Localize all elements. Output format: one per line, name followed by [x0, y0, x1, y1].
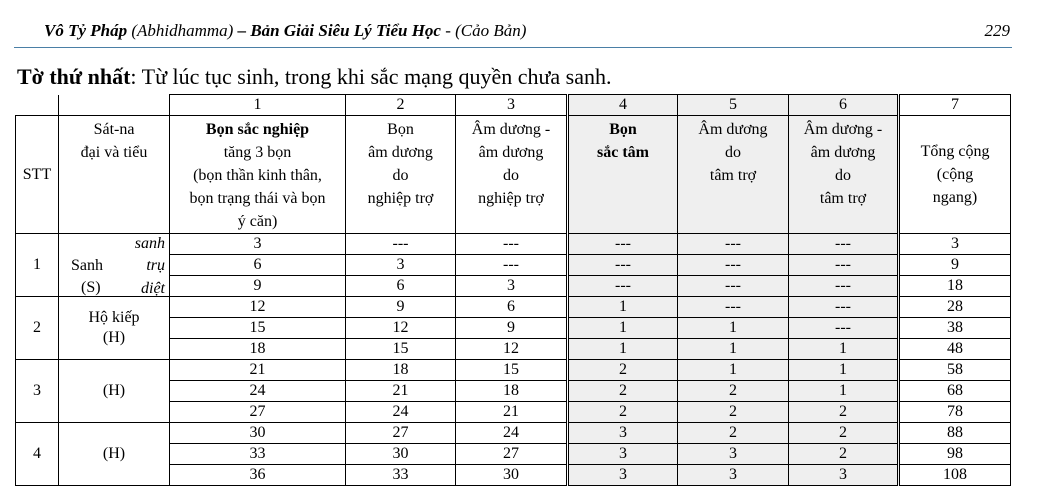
value-cell-col3: 24	[456, 423, 568, 444]
value-cell-col6: 2	[789, 444, 899, 465]
stt-cell: 4	[16, 423, 59, 486]
moment-abbr: (H)	[102, 382, 126, 399]
value-cell-col2: ---	[346, 234, 456, 255]
col-number: 7	[899, 95, 1011, 116]
col-number: 6	[789, 95, 899, 116]
value-cell-col1: 24	[170, 381, 346, 402]
moment-abbr: (S)	[81, 279, 101, 296]
value-cell-col7: 98	[899, 444, 1011, 465]
calculation-table	[15, 94, 1011, 486]
value-cell-col3: ---	[456, 255, 568, 276]
value-cell-col2: 9	[346, 297, 456, 318]
col1-header: Bọn sắc nghiệp tăng 3 bọn (bọn thần kinh thân, bọn trạng thái và bọn ý căn)	[170, 116, 346, 234]
value-cell-col6: ---	[789, 276, 899, 297]
value-cell-col6: 1	[789, 381, 899, 402]
value-cell-col6: 1	[789, 360, 899, 381]
value-cell-col2: 12	[346, 318, 456, 339]
table-row	[16, 360, 1011, 381]
moment-cell	[59, 297, 170, 360]
value-cell-col3: 15	[456, 360, 568, 381]
value-cell-col7: 68	[899, 381, 1011, 402]
value-cell-col2: 18	[346, 360, 456, 381]
table-row	[16, 234, 1011, 255]
value-cell-col5: 3	[678, 465, 789, 486]
value-cell-col7: 78	[899, 402, 1011, 423]
value-cell-col4: 1	[568, 339, 678, 360]
value-cell-col7: 9	[899, 255, 1011, 276]
moment-header: Sát-na đại và tiểu	[59, 116, 170, 234]
moment-abbr: (H)	[102, 329, 126, 346]
running-header	[44, 17, 1010, 47]
value-cell-col1: 33	[170, 444, 346, 465]
value-cell-col6: ---	[789, 318, 899, 339]
value-cell-col5: 2	[678, 423, 789, 444]
column-number-row	[16, 95, 1011, 116]
value-cell-col7: 28	[899, 297, 1011, 318]
value-cell-col7: 18	[899, 276, 1011, 297]
value-cell-col5: ---	[678, 276, 789, 297]
sub-moment-label: diệt	[141, 280, 165, 297]
stt-cell: 1	[16, 234, 59, 297]
value-cell-col2: 3	[346, 255, 456, 276]
value-cell-col6: 1	[789, 339, 899, 360]
value-cell-col5: ---	[678, 297, 789, 318]
value-cell-col4: 1	[568, 318, 678, 339]
value-cell-col3: 3	[456, 276, 568, 297]
header-title: Vô Tỷ Pháp (Abhidhamma) – Bản Giải Siêu Lý Tiểu Học - (Cảo Bản)	[44, 21, 527, 40]
value-cell-col4: 2	[568, 360, 678, 381]
value-cell-col2: 6	[346, 276, 456, 297]
value-cell-col6: 2	[789, 402, 899, 423]
value-cell-col3: 18	[456, 381, 568, 402]
value-cell-col4: 2	[568, 381, 678, 402]
value-cell-col1: 36	[170, 465, 346, 486]
value-cell-col2: 33	[346, 465, 456, 486]
moment-name: Hộ kiếp	[88, 309, 140, 326]
value-cell-col3: ---	[456, 234, 568, 255]
value-cell-col4: ---	[568, 234, 678, 255]
page-number: 229	[984, 21, 1010, 40]
value-cell-col6: ---	[789, 297, 899, 318]
col-number: 1	[170, 95, 346, 116]
value-cell-col7: 38	[899, 318, 1011, 339]
value-cell-col5: ---	[678, 234, 789, 255]
value-cell-col5: 1	[678, 360, 789, 381]
value-cell-col3: 30	[456, 465, 568, 486]
moment-cell	[59, 423, 170, 486]
stt-header: STT	[16, 116, 59, 234]
value-cell-col3: 6	[456, 297, 568, 318]
value-cell-col5: 2	[678, 381, 789, 402]
value-cell-col5: 1	[678, 318, 789, 339]
value-cell-col1: 30	[170, 423, 346, 444]
value-cell-col3: 21	[456, 402, 568, 423]
moment-abbr: (H)	[102, 445, 126, 462]
col7-header: Tổng cộng (cộng ngang)	[899, 116, 1011, 234]
value-cell-col7: 48	[899, 339, 1011, 360]
value-cell-col1: 15	[170, 318, 346, 339]
value-cell-col4: 3	[568, 465, 678, 486]
col4-header: Bọn sắc tâm	[568, 116, 678, 234]
value-cell-col2: 21	[346, 381, 456, 402]
value-cell-col4: 3	[568, 444, 678, 465]
sub-moment-label: sanh	[134, 235, 165, 252]
col-number: 5	[678, 95, 789, 116]
value-cell-col6: 2	[789, 423, 899, 444]
value-cell-col5: 1	[678, 339, 789, 360]
value-cell-col4: 2	[568, 402, 678, 423]
value-cell-col6: ---	[789, 234, 899, 255]
moment-cell	[59, 360, 170, 423]
value-cell-col7: 58	[899, 360, 1011, 381]
section-title: Tờ thứ nhất: Từ lúc tục sinh, trong khi sắc mạng quyền chưa sanh.	[17, 64, 612, 89]
value-cell-col2: 24	[346, 402, 456, 423]
value-cell-col1: 27	[170, 402, 346, 423]
col-number: 2	[346, 95, 456, 116]
value-cell-col1: 6	[170, 255, 346, 276]
col5-header: Âm dương do tâm trợ	[678, 116, 789, 234]
table-row	[16, 297, 1011, 318]
value-cell-col3: 9	[456, 318, 568, 339]
value-cell-col5: 2	[678, 402, 789, 423]
value-cell-col2: 30	[346, 444, 456, 465]
sub-moment-label: trụ	[146, 257, 165, 274]
value-cell-col1: 3	[170, 234, 346, 255]
col-number: 3	[456, 95, 568, 116]
stt-cell: 2	[16, 297, 59, 360]
value-cell-col5: ---	[678, 255, 789, 276]
value-cell-col1: 18	[170, 339, 346, 360]
table-row	[16, 423, 1011, 444]
value-cell-col3: 12	[456, 339, 568, 360]
moment-cell	[59, 234, 170, 297]
value-cell-col1: 21	[170, 360, 346, 381]
value-cell-col2: 15	[346, 339, 456, 360]
header-row	[16, 116, 1011, 234]
value-cell-col4: 3	[568, 423, 678, 444]
value-cell-col5: 3	[678, 444, 789, 465]
value-cell-col1: 9	[170, 276, 346, 297]
value-cell-col4: ---	[568, 276, 678, 297]
value-cell-col3: 27	[456, 444, 568, 465]
value-cell-col4: 1	[568, 297, 678, 318]
col-number: 4	[568, 95, 678, 116]
col3-header: Âm dương - âm dương do nghiệp trợ	[456, 116, 568, 234]
value-cell-col1: 12	[170, 297, 346, 318]
col2-header: Bọn âm dương do nghiệp trợ	[346, 116, 456, 234]
value-cell-col7: 88	[899, 423, 1011, 444]
value-cell-col7: 108	[899, 465, 1011, 486]
header-rule	[14, 47, 1012, 48]
value-cell-col7: 3	[899, 234, 1011, 255]
value-cell-col2: 27	[346, 423, 456, 444]
value-cell-col4: ---	[568, 255, 678, 276]
col6-header: Âm dương - âm dương do tâm trợ	[789, 116, 899, 234]
value-cell-col6: 3	[789, 465, 899, 486]
value-cell-col6: ---	[789, 255, 899, 276]
stt-cell: 3	[16, 360, 59, 423]
moment-name: Sanh	[71, 257, 103, 274]
